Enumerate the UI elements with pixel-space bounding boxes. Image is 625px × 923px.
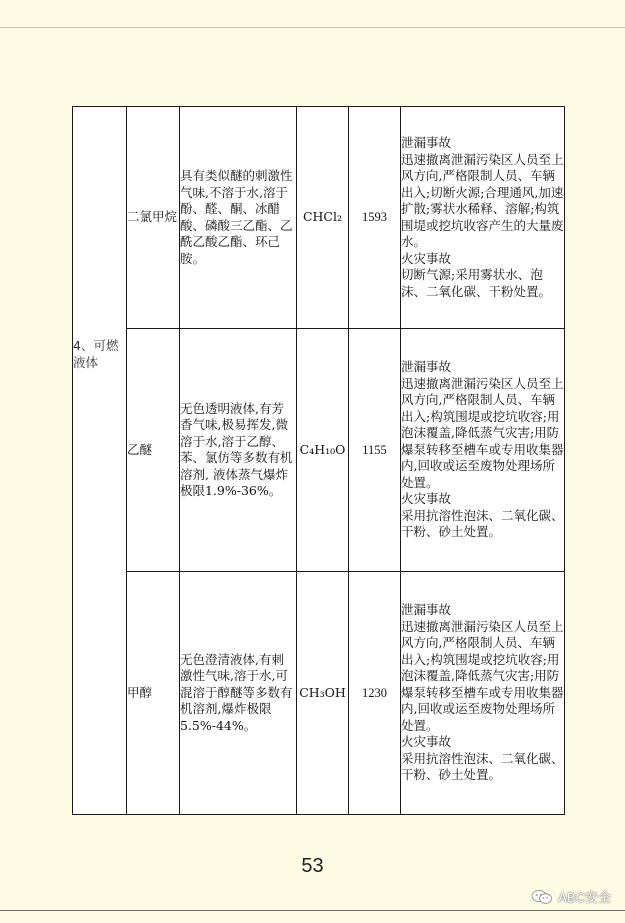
chemical-formula: C₄H₁₀O bbox=[297, 329, 349, 572]
fire-text: 采用抗溶性泡沫、二氧化碳、干粉、砂土处置。 bbox=[401, 750, 564, 783]
top-divider bbox=[0, 27, 625, 28]
bottom-divider bbox=[0, 910, 625, 911]
chemical-formula: CHCl₂ bbox=[297, 107, 349, 329]
leak-title: 泄漏事故 bbox=[401, 135, 452, 150]
category-label: 4、可燃液体 bbox=[73, 338, 119, 370]
table-row bbox=[73, 572, 565, 815]
un-number: 1230 bbox=[349, 572, 401, 815]
substance-properties: 具有类似醚的刺激性气味,不溶于水,溶于酚、醛、酮、冰醋酸、磷酸三乙酯、乙酰乙酸乙酯、环己胺。 bbox=[180, 107, 297, 329]
category-cell bbox=[73, 107, 127, 815]
fire-title: 火灾事故 bbox=[401, 491, 452, 507]
un-number: 1155 bbox=[349, 329, 401, 572]
leak-title: 泄漏事故 bbox=[401, 359, 452, 375]
substance-name: 甲醇 bbox=[127, 572, 180, 815]
chemical-hazard-table bbox=[72, 106, 565, 815]
emergency-measures bbox=[401, 572, 565, 815]
fire-text: 切断气源;采用雾状水、泡沫、二氧化碳、干粉处置。 bbox=[401, 267, 552, 299]
wechat-icon bbox=[531, 889, 553, 905]
watermark-text: ABC安全 bbox=[558, 890, 611, 905]
leak-text: 迅速撤离泄漏污染区人员至上风方向,严格限制人员、车辆出入;切断火源;合理通风,加速扩散;雾状水稀释、溶解;构筑围堤或挖坑收容产生的大量废水。 bbox=[401, 151, 564, 249]
leak-text: 迅速撤离泄漏污染区人员至上风方向,严格限制人员、车辆出入;构筑围堤或挖坑收容;用泡沫覆盖,降低蒸气灾害;用防爆泵转移至槽车或专用收集器内,回收或运至废物处理场所处置。 bbox=[401, 375, 564, 490]
page-number: 53 bbox=[301, 855, 324, 877]
table-row bbox=[73, 329, 565, 572]
leak-text: 迅速撤离泄漏污染区人员至上风方向,严格限制人员、车辆出入;构筑围堤或挖坑收容;用泡沫覆盖,降低蒸气灾害;用防爆泵转移至槽车或专用收集器内,回收或运至废物处理场所处置。 bbox=[401, 618, 564, 733]
un-number: 1593 bbox=[349, 107, 401, 329]
fire-title: 火灾事故 bbox=[401, 250, 452, 266]
substance-name: 乙醚 bbox=[127, 329, 180, 572]
table-row bbox=[73, 107, 565, 329]
leak-title: 泄漏事故 bbox=[401, 602, 452, 618]
substance-properties: 无色澄清液体,有刺激性气味,溶于水,可混溶于醇醚等多数有机溶剂,爆炸极限5.5%-44%。 bbox=[180, 572, 297, 815]
watermark bbox=[531, 887, 611, 906]
substance-properties: 无色透明液体,有芳香气味,极易挥发,微溶于水,溶于乙醇、苯、氯仿等多数有机溶剂, 液体蒸气爆炸极限1.9%-36%。 bbox=[180, 329, 297, 572]
substance-name: 二氯甲烷 bbox=[127, 107, 180, 329]
fire-title: 火灾事故 bbox=[401, 734, 452, 750]
emergency-measures bbox=[401, 107, 565, 329]
fire-text: 采用抗溶性泡沫、二氧化碳、干粉、砂土处置。 bbox=[401, 507, 564, 540]
emergency-measures bbox=[401, 329, 565, 572]
chemical-formula: CH₃OH bbox=[297, 572, 349, 815]
